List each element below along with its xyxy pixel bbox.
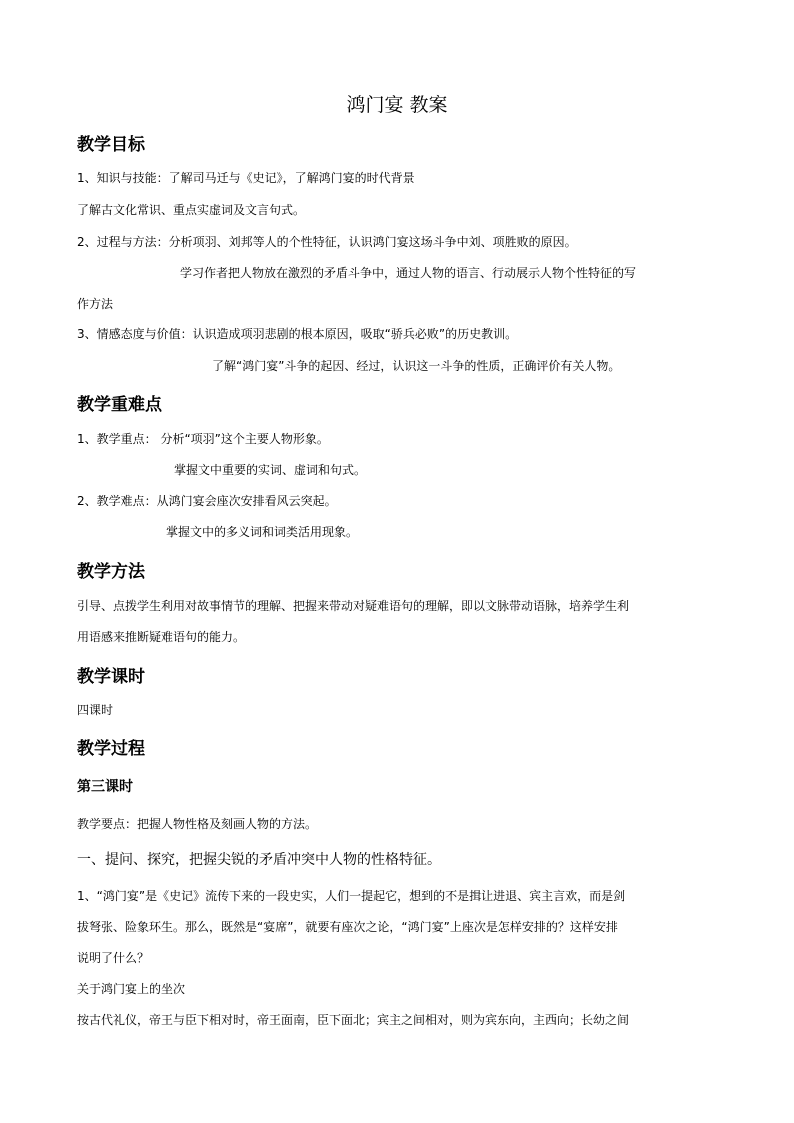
paragraph: 四课时	[77, 703, 114, 717]
paragraph: 了解古文化常识、重点实虚词及文言句式。	[77, 203, 306, 217]
paragraph: 用语感来推断疑难语句的能力。	[77, 630, 246, 644]
subheading-third-lesson: 第三课时	[77, 779, 133, 795]
document-title: 鸿门宴 教案	[346, 94, 448, 116]
paragraph: 掌握文中的多义词和词类活用现象。	[166, 525, 359, 539]
paragraph: 了解“鸿门宴”斗争的起因、经过，认识这一斗争的性质，正确评价有关人物。	[212, 359, 621, 373]
paragraph: 作方法	[77, 297, 114, 311]
section-heading-process: 教学过程	[77, 739, 145, 759]
paragraph: 2、过程与方法：分析项羽、刘邦等人的个性特征，认识鸿门宴这场斗争中刘、项胜败的原因。	[77, 235, 577, 249]
section-heading-objectives: 教学目标	[77, 135, 145, 155]
paragraph: 说明了什么？	[77, 951, 150, 965]
paragraph: 1、知识与技能：了解司马迁与《史记》，了解鸿门宴的时代背景	[77, 171, 415, 185]
paragraph: 引导、点拨学生利用对故事情节的理解、把握来带动对疑难语句的理解，即以文脉带动语脉，培养学生利	[77, 599, 630, 613]
section-heading-key-points: 教学重难点	[77, 395, 162, 415]
paragraph: 1、教学重点： 分析“项羽”这个主要人物形象。	[77, 432, 329, 446]
paragraph-part-one: 一、提问、探究，把握尖锐的矛盾冲突中人物的性格特征。	[77, 852, 441, 868]
section-heading-methods: 教学方法	[77, 562, 145, 582]
section-heading-hours: 教学课时	[77, 667, 145, 687]
paragraph: 教学要点：把握人物性格及刻画人物的方法。	[77, 817, 318, 831]
paragraph: 关于鸿门宴上的坐次	[77, 982, 186, 996]
paragraph: 3、情感态度与价值：认识造成项羽悲剧的根本原因，吸取“骄兵必败”的历史教训。	[77, 327, 518, 341]
paragraph: 学习作者把人物放在激烈的矛盾斗争中，通过人物的语言、行动展示人物个性特征的写	[180, 266, 637, 280]
paragraph: 掌握文中重要的实词、虚词和句式。	[174, 463, 367, 477]
paragraph: 按古代礼仪，帝王与臣下相对时，帝王面南，臣下面北；宾主之间相对，则为宾东向，主西向；长幼之间	[77, 1013, 630, 1027]
paragraph: 1、“鸿门宴”是《史记》流传下来的一段史实，人们一提起它，想到的不是揖让进退、宾主言欢，而是剑	[77, 889, 626, 903]
paragraph: 2、教学难点：从鸿门宴会座次安排看风云突起。	[77, 494, 337, 508]
paragraph: 拔弩张、险象环生。那么，既然是“宴席”，就要有座次之论，“鸿门宴”上座次是怎样安排的？这样安排	[77, 920, 618, 934]
